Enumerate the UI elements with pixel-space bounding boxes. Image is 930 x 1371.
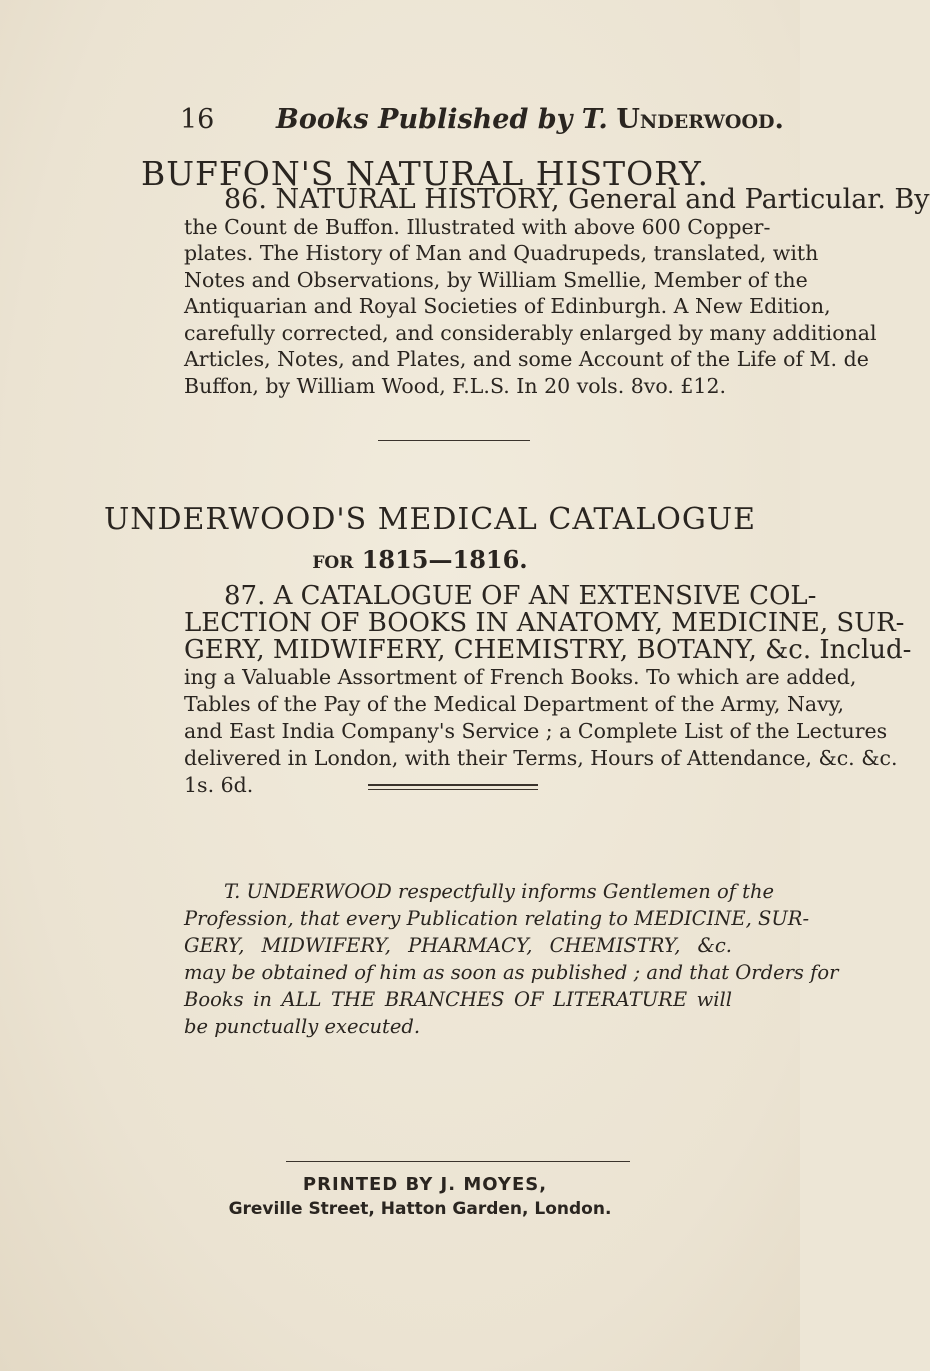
entry-87-line: GERY, MIDWIFERY, CHEMISTRY, BOTANY, &c. Includ- <box>184 635 912 665</box>
notice-line: T. UNDERWOOD respectfully informs Gentlemen of the <box>224 880 775 903</box>
entry-86 <box>184 184 930 399</box>
notice-line: may be obtained of him as soon as published ; and that Orders for <box>184 961 839 984</box>
entry-87-line: LECTION OF BOOKS IN ANATOMY, MEDICINE, SUR- <box>184 608 905 638</box>
entry-86-line: plates. The History of Man and Quadrupeds, translated, with <box>184 241 819 265</box>
printer-line: PRINTED BY J. MOYES, <box>302 1174 548 1195</box>
notice-line: Books in ALL THE BRANCHES OF LITERATURE will <box>184 988 732 1011</box>
double-rule-top <box>368 784 538 786</box>
notice-line: be punctually executed. <box>184 1015 421 1038</box>
entry-87-line: ing a Valuable Assortment of French Books. To which are added, <box>184 665 857 689</box>
running-head-title: Books Published by T. <box>276 104 608 135</box>
running-head-publisher: Underwood. <box>616 104 784 135</box>
double-rule-bottom <box>368 789 538 790</box>
entry-87-line: 1s. 6d. <box>184 773 254 797</box>
catalogue-years <box>0 545 800 574</box>
notice-line: GERY, MIDWIFERY, PHARMACY, CHEMISTRY, &c. <box>184 934 732 957</box>
entry-87 <box>184 581 912 799</box>
notice-line: Profession, that every Publication relating to MEDICINE, SUR- <box>184 907 810 930</box>
entry-86-line: the Count de Buffon. Illustrated with above 600 Copper- <box>184 214 771 239</box>
entry-86-line: Antiquarian and Royal Societies of Edinburgh. A New Edition, <box>184 294 831 318</box>
entry-87-line: 87. A CATALOGUE OF AN EXTENSIVE COL- <box>224 581 817 611</box>
entry-86-line: Buffon, by William Wood, F.L.S. In 20 vols. 8vo. £12. <box>184 373 727 398</box>
entry-87-line: and East India Company's Service ; a Complete List of the Lectures <box>184 719 888 743</box>
entry-87-line: Tables of the Pay of the Medical Department of the Army, Navy, <box>184 692 845 716</box>
imprint-rule <box>286 1161 630 1162</box>
catalogue-years-text: 1815—1816. <box>361 545 528 574</box>
entry-86-line: Articles, Notes, and Plates, and some Account of the Life of M. de <box>184 347 869 371</box>
page-number: 16 <box>180 104 215 135</box>
entry-86-line: carefully corrected, and considerably enlarged by many additional <box>184 320 877 345</box>
catalogue-heading: UNDERWOOD'S MEDICAL CATALOGUE <box>103 502 757 537</box>
running-head <box>180 104 784 135</box>
catalogue-for-label: FOR <box>312 553 354 573</box>
printer-address: Greville Street, Hatton Garden, London. <box>228 1199 612 1219</box>
entry-86-line: 86. NATURAL HISTORY, General and Particular. By <box>224 184 930 215</box>
buffon-heading: BUFFON'S NATURAL HISTORY. <box>140 154 710 193</box>
entry-86-line: Notes and Observations, by William Smellie, Member of the <box>184 267 808 292</box>
entry-87-line: delivered in London, with their Terms, Hours of Attendance, &c. &c. <box>184 746 898 770</box>
divider-rule <box>378 440 530 441</box>
underwood-notice <box>184 878 839 1040</box>
